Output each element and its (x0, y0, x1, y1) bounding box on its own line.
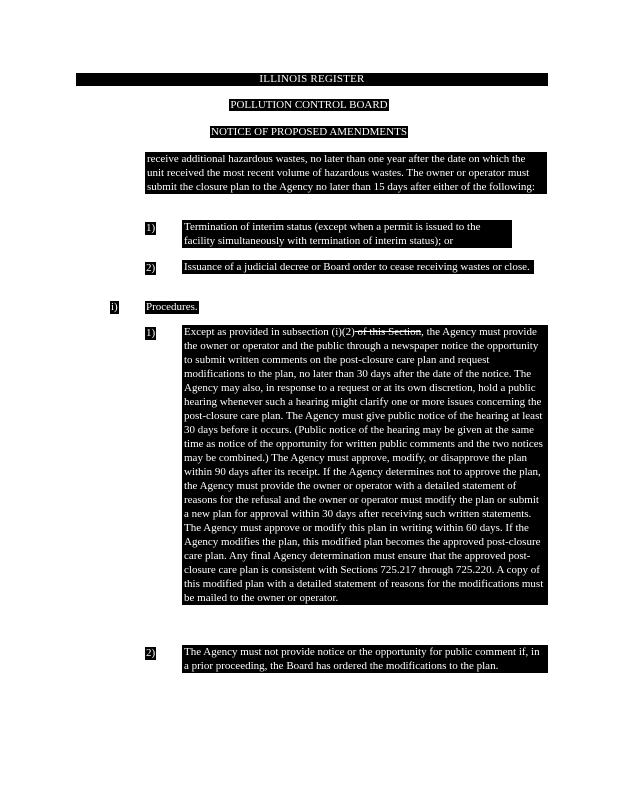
item-a1-text: Termination of interim status (except when a permit is issued to the facility simultaneously with termination of interim status); or (184, 221, 481, 247)
board-heading-text: POLLUTION CONTROL BOARD (230, 99, 388, 111)
item-i2-paragraph (182, 645, 548, 673)
item-i2-label: 2) (146, 647, 156, 659)
register-header: ILLINOIS REGISTER (76, 73, 548, 86)
item-a1-label: 1) (146, 222, 156, 234)
item-i1-paragraph (182, 325, 548, 605)
item-a2-text: Issuance of a judicial decree or Board order to cease receiving wastes or close. (184, 261, 530, 273)
item-i1-lead: Except as provided in subsection (i)(2) (184, 326, 355, 338)
section-i-heading: Procedures. (146, 301, 198, 313)
item-a2-paragraph (182, 260, 534, 274)
intro-text: receive additional hazardous wastes, no later than one year after the date on which the unit received the most recent volume of hazardous wastes. The owner or operator must submit the closure plan to the Agency no later than 15 days after either of the following: (147, 153, 535, 193)
item-i2-text: The Agency must not provide notice or the opportunity for public comment if, in a prior proceeding, the Board has ordered the modifications to the plan. (184, 646, 540, 672)
notice-heading (0, 125, 618, 139)
board-heading (0, 98, 618, 112)
item-i1-label: 1) (146, 327, 156, 339)
header-rule-mark (90, 84, 104, 85)
item-i1-text (184, 325, 546, 605)
notice-heading-text: NOTICE OF PROPOSED AMENDMENTS (211, 126, 407, 138)
section-i-label: i) (111, 301, 118, 313)
intro-paragraph (145, 152, 547, 194)
item-a1-paragraph (182, 220, 512, 248)
item-a2-label: 2) (146, 262, 156, 274)
item-i1-struck-text: of this Section (354, 326, 422, 338)
item-i1-body: , the Agency must provide the owner or operator and the public through a newspaper notice the opportunity to submit written comments on the post-closure care plan and request modifications to the plan, no later than 30 days after the date of the notice. The Agency may also, in response to a request or at its own discretion, hold a public hearing whenever such a hearing might clarify one or more issues concerning the post-closure care plan. The Agency must give public notice of the hearing at least 30 days before it occurs. (Public notice of the hearing may be given at the same time as notice of the opportunity for written public comments and the two notices may be combined.) The Agency must approve, modify, or disapprove the plan within 90 days after its receipt. If the Agency determines not to approve the plan, the Agency must provide the owner or operator with a detailed statement of reasons for the refusal and the owner or operator must modify the plan or submit a new plan for approval within 30 days after receiving such written statements. The Agency must approve or modify this plan in writing within 60 days. If the Agency modifies the plan, this modified plan becomes the approved post-closure care plan. Any final Agency determination must ensure that the approved post-closure care plan is consistent with Sections 725.217 through 725.220. A copy of this modified plan with a detailed statement of reasons for the modifications must be mailed to the owner or operator. (184, 326, 544, 604)
